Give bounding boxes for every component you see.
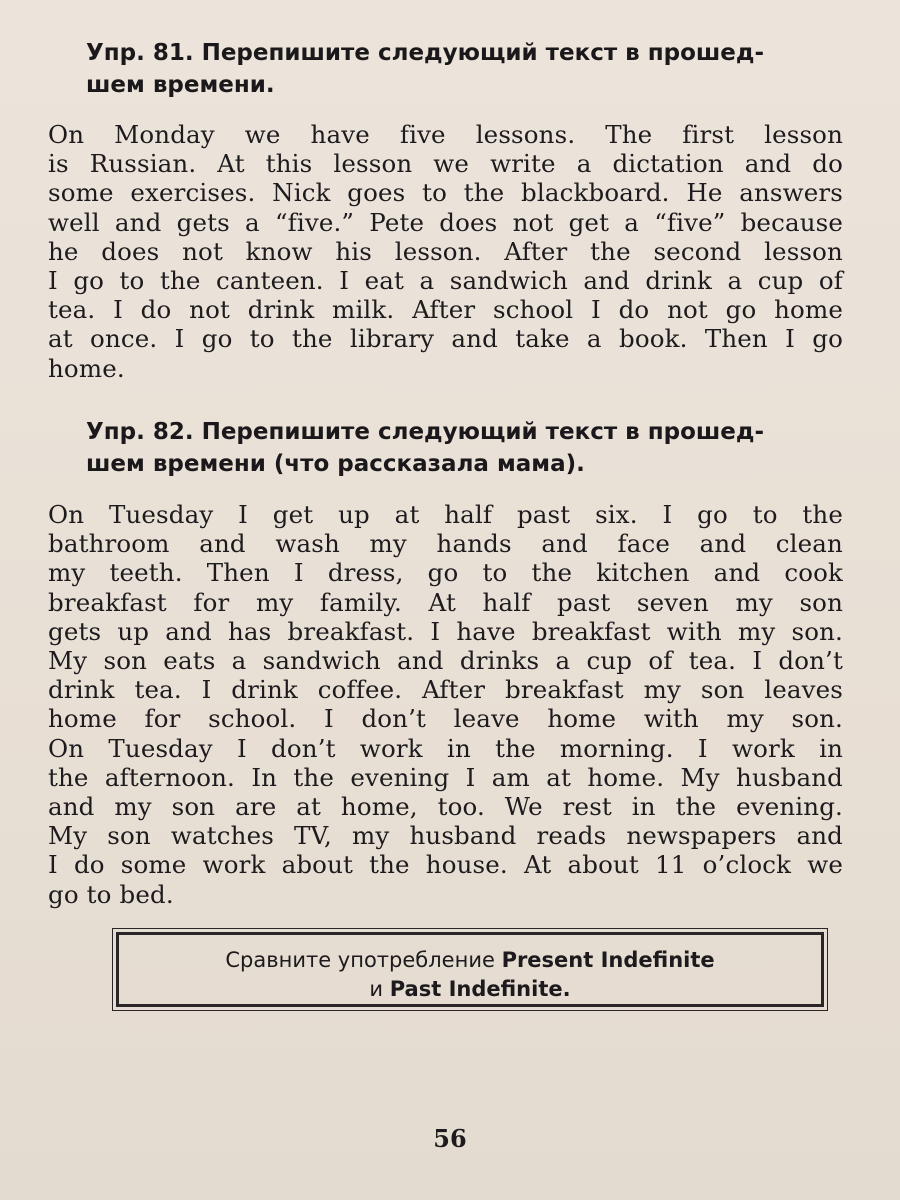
text-line: I do some work about the house. At about 11 o’clock we — [48, 850, 843, 880]
exercise-81-heading-line: шем времени. — [86, 72, 275, 98]
text-line: drink tea. I drink coffee. After breakfast my son leaves — [48, 675, 843, 705]
rule-box-line-1 — [119, 946, 821, 975]
text-line: I go to the canteen. I eat a sandwich and drink a cup of — [48, 266, 843, 296]
text-line: On Tuesday I get up at half past six. I go to the — [48, 500, 843, 529]
text-line: My son watches TV, my husband reads newspapers and — [48, 821, 843, 851]
text-line: My son eats a sandwich and drinks a cup of tea. I don’t — [48, 646, 843, 676]
exercise-82-heading-line: Упр. 82. Перепишите следующий текст в прошед- — [86, 419, 765, 445]
rule-term-past-indefinite: Past Indefinite. — [389, 977, 571, 1001]
text-line: is Russian. At this lesson we write a dictation and do — [48, 149, 843, 179]
text-line: some exercises. Nick goes to the blackboard. He answers — [48, 178, 843, 208]
rule-box-line-2 — [119, 975, 821, 1004]
text-line: On Tuesday I don’t work in the morning. I work in — [48, 733, 843, 763]
exercise-81-text — [48, 120, 843, 383]
text-line: breakfast for my family. At half past seven my son — [48, 587, 843, 617]
exercise-81-heading-line: Упр. 81. Перепишите следующий текст в прошед- — [86, 40, 765, 66]
text-line: home for school. I don’t leave home with my son. — [48, 704, 843, 734]
text-line: gets up and has breakfast. I have breakfast with my son. — [48, 616, 843, 646]
text-line: go to bed. — [48, 879, 174, 909]
rule-term-present-indefinite: Present Indefinite — [501, 948, 715, 972]
rule-conjunction: и — [369, 977, 390, 1001]
text-line: well and gets a “five.” Pete does not get a “five” because — [48, 207, 843, 237]
page-number: 56 — [433, 1124, 467, 1153]
exercise-82-heading-line: шем времени (что рассказала мама). — [86, 451, 585, 477]
exercise-82-heading — [86, 416, 846, 480]
text-line: On Monday we have five lessons. The first lesson — [48, 120, 843, 149]
text-line: at once. I go to the library and take a book. Then I go — [48, 324, 843, 354]
text-line: home. — [48, 353, 125, 383]
text-line: my teeth. Then I dress, go to the kitchen and cook — [48, 558, 843, 588]
rule-prefix: Сравните употребление — [225, 948, 502, 972]
text-line: he does not know his lesson. After the second lesson — [48, 236, 843, 266]
exercise-81-heading — [86, 37, 846, 101]
text-line: the afternoon. In the evening I am at home. My husband — [48, 762, 843, 792]
exercise-82-text — [48, 500, 843, 909]
text-line: and my son are at home, too. We rest in the evening. — [48, 792, 843, 822]
grammar-rule-box — [116, 932, 824, 1007]
text-line: bathroom and wash my hands and face and clean — [48, 529, 843, 559]
text-line: tea. I do not drink milk. After school I do not go home — [48, 295, 843, 325]
